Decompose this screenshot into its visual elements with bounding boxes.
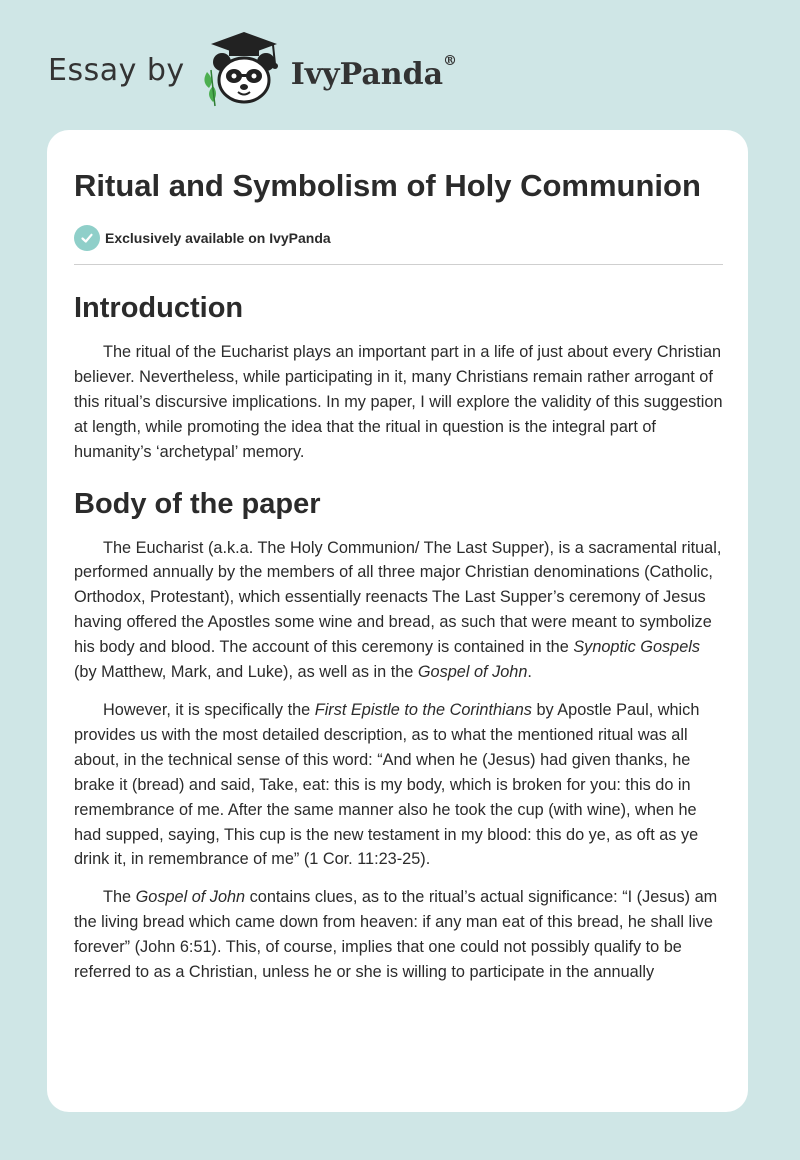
registered-mark: ® [443, 52, 458, 69]
paragraph-text: The [103, 888, 136, 907]
paragraph-text: by Apostle Paul, which provides us with the most detailed description, as to what the mentioned ritual was all about, in the technical sense of this word: “And when he (Jesus) had given thanks, he brake it (bread) and said, Take, eat: this is my body, which is broken for you: this do in remembrance of me. After the same manner also he took the cup (with wine), when he had supped, saying, This cup is the new testament in my blood: this do ye, as oft as ye drink it, in remembrance of me” (1 Cor. 11:23-25). [74, 700, 700, 869]
panda-graduate-logo-icon [199, 30, 289, 110]
paragraph-text: contains clues, as to the ritual’s actual significance: “I (Jesus) am the living bread which came down from heaven: if any man eat of this bread, he shall live forever” (John 6:51). This, of course, implies that one could not possibly qualify to be referred to as a Christian, unless he or she is willing to participate in the annually [74, 888, 718, 982]
section-heading-body: Body of the paper [74, 487, 321, 520]
brand-name: IvyPanda® [290, 52, 458, 92]
paragraph-text: . [527, 663, 532, 682]
paragraph-text: However, it is specifically the [103, 700, 315, 719]
check-icon [74, 225, 100, 251]
paragraph [74, 698, 724, 872]
brand-prefix: Essay by [48, 52, 185, 88]
paragraph-text: The Eucharist (a.k.a. The Holy Communion/ The Last Supper), is a sacramental ritual, performed annually by the members of all three major Christian denominations (Catholic, Orthodox, Protestant), which essentially reenacts The Last Supper’s ceremony of Jesus having offered the Apostles some wine and bread, as such that were meant to symbolize his body and blood. The account of this ceremony is contained in the [74, 538, 722, 657]
section-heading-introduction: Introduction [74, 292, 244, 324]
ivypanda-brand[interactable] [48, 30, 457, 110]
paragraph [74, 536, 724, 685]
essay-card [47, 130, 748, 1112]
paragraph [74, 885, 724, 985]
italic-title-text: Synoptic Gospels [573, 638, 701, 657]
paragraph [74, 340, 724, 465]
italic-title-text: First Epistle to the Corinthians [314, 700, 532, 719]
essay-title: Ritual and Symbolism of Holy Communion [74, 168, 701, 203]
essay-content [74, 165, 724, 985]
paragraph-text: The ritual of the Eucharist plays an important part in a life of just about every Christian believer. Nevertheless, while participating in it, many Christians remain rather arrogant of this ritual’s discursive implications. In my paper, I will explore the validity of this suggestion at length, while promoting the idea that the ritual in question is the integral part of humanity’s ‘archetypal’ memory. [74, 343, 723, 461]
paragraph-text: (by Matthew, Mark, and Luke), as well as in the [74, 663, 418, 682]
italic-title-text: Gospel of John [135, 888, 246, 907]
exclusive-badge [74, 224, 724, 252]
exclusive-label: Exclusively available on IvyPanda [105, 230, 331, 246]
italic-title-text: Gospel of John [417, 663, 528, 682]
title-divider [74, 264, 723, 265]
